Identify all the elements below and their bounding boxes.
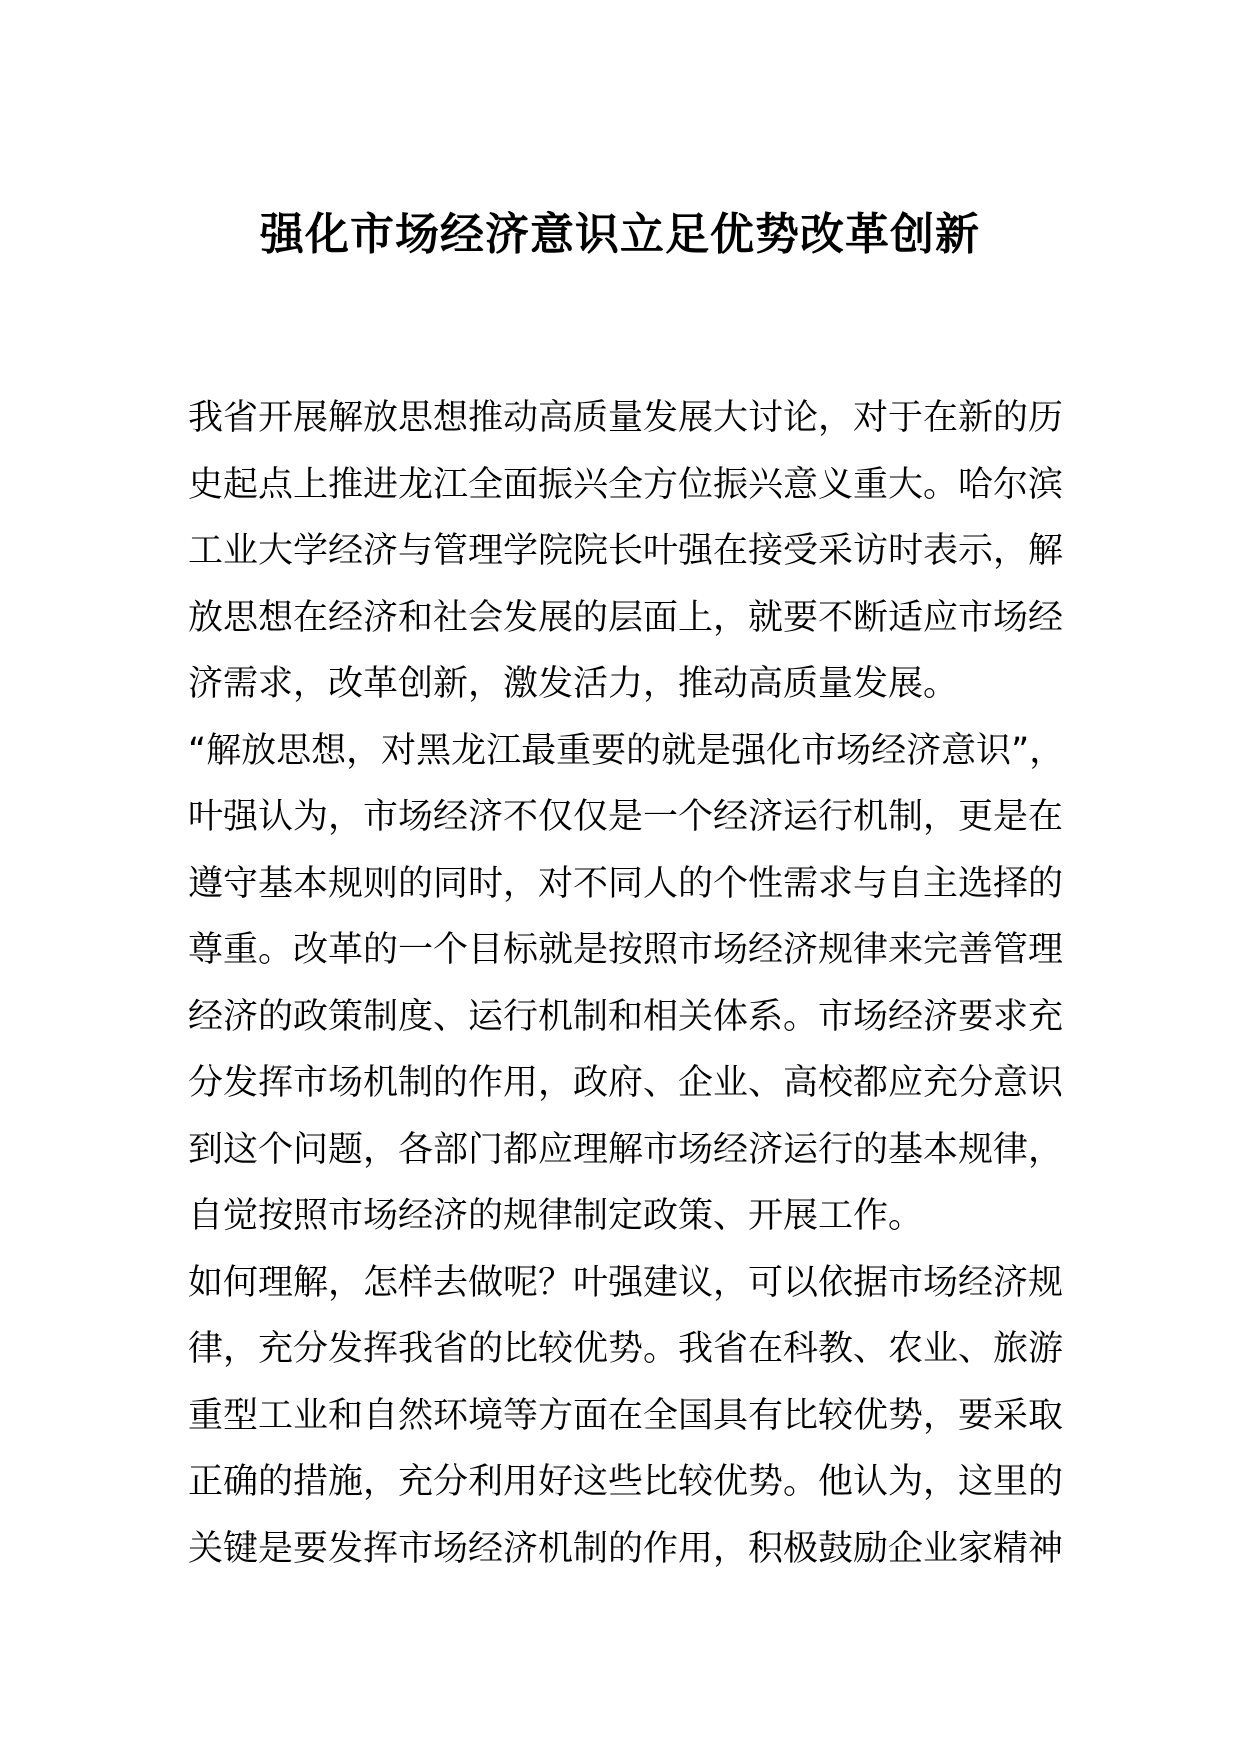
body-line: 经济的政策制度、运行机制和相关体系。市场经济要求充 (188, 996, 1064, 1037)
body-line: 我省开展解放思想推动高质量发展大讨论，对于在新的历 (188, 398, 1064, 438)
body-line: “解放思想，对黑龙江最重要的就是强化市场经济意识”， (188, 730, 1065, 771)
document-body (188, 385, 1065, 1582)
body-line: 叶强认为，市场经济不仅仅是一个经济运行机制，更是在 (188, 797, 1064, 837)
body-line: 尊重。改革的一个目标就是按照市场经济规律来完善管理 (188, 930, 1064, 970)
body-line: 到这个问题，各部门都应理解市场经济运行的基本规律， (188, 1129, 1064, 1170)
body-line: 分发挥市场机制的作用，政府、企业、高校都应充分意识 (188, 1063, 1064, 1103)
body-line: 律，充分发挥我省的比较优势。我省在科教、农业、旅游 (188, 1329, 1064, 1369)
body-line: 史起点上推进龙江全面振兴全方位振兴意义重大。哈尔滨 (188, 464, 1064, 505)
body-line: 关键是要发挥市场经济机制的作用，积极鼓励企业家精神 (188, 1528, 1064, 1569)
body-line: 如何理解，怎样去做呢？叶强建议，可以依据市场经济规 (188, 1262, 1064, 1303)
body-line: 遵守基本规则的同时，对不同人的个性需求与自主选择的 (188, 863, 1064, 904)
body-line: 自觉按照市场经济的规律制定政策、开展工作。 (188, 1196, 924, 1236)
document-title: 强化市场经济意识立足优势改革创新 (260, 209, 980, 260)
body-line: 济需求，改革创新，激发活力，推动高质量发展。 (188, 664, 959, 704)
body-line: 工业大学经济与管理学院院长叶强在接受采访时表示，解 (188, 531, 1064, 571)
body-line: 放思想在经济和社会发展的层面上，就要不断适应市场经 (188, 597, 1064, 638)
body-line: 重型工业和自然环境等方面在全国具有比较优势，要采取 (188, 1395, 1064, 1436)
body-line: 正确的措施，充分利用好这些比较优势。他认为，这里的 (188, 1462, 1064, 1502)
